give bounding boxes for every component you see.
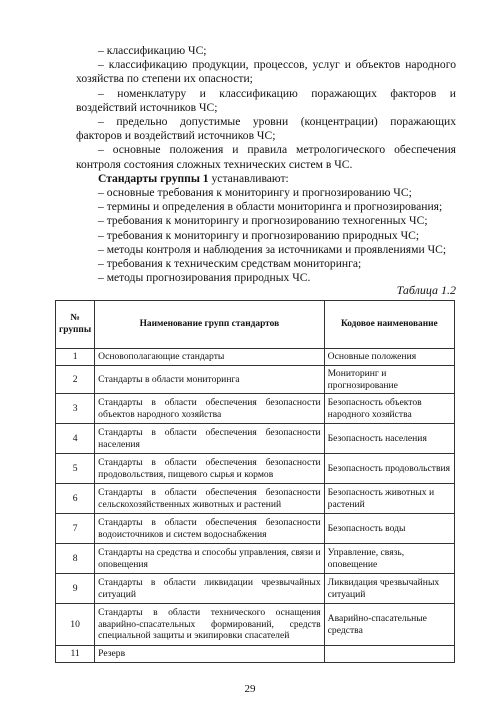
paragraph: – предельно допустимые уровни (концентрации) поражающих факторов и воздействий источников ЧС; [76, 115, 456, 143]
table-row [56, 484, 455, 514]
list-item: – требования к мониторингу и прогнозированию природных ЧС; [98, 228, 420, 242]
row-name: Резерв [95, 646, 324, 663]
row-number: 6 [56, 484, 95, 514]
header-group-name: Наименование групп стандартов [95, 301, 324, 349]
row-name: Стандарты на средства и способы управления, связи и оповещения [95, 544, 324, 574]
row-code [324, 646, 454, 663]
row-code: Мониторинг и прогнозирование [324, 366, 454, 394]
group1-intro-bold: Стандарты группы 1 [98, 171, 209, 185]
table-row [56, 574, 455, 604]
row-name: Стандарты в области мониторинга [95, 366, 324, 394]
table-row [56, 604, 455, 646]
page-number: 29 [244, 683, 256, 695]
paragraph: – классификацию ЧС; [98, 44, 207, 57]
row-code: Управление, связь, оповещение [324, 544, 454, 574]
group1-intro [76, 172, 456, 186]
row-number: 3 [56, 394, 95, 424]
paragraph: – классификацию продукции, процессов, услуг и объектов народного хозяйства по степени их опасности; [76, 58, 456, 86]
row-name: Стандарты в области обеспечения безопасности объектов народного хозяйства [95, 394, 324, 424]
table-row [56, 424, 455, 454]
body-text [76, 44, 456, 285]
row-number: 9 [56, 574, 95, 604]
row-name: Стандарты в области ликвидации чрезвычайных ситуаций [95, 574, 324, 604]
row-code: Основные положения [324, 349, 454, 366]
row-code: Безопасность продовольствия [324, 454, 454, 484]
paragraph: – основные положения и правила метрологического обеспечения контроля состояния сложных технических систем в ЧС. [76, 143, 456, 171]
list-item: – методы контроля и наблюдения за источниками и проявлениями ЧС; [98, 242, 447, 256]
row-number: 7 [56, 514, 95, 544]
table-row [56, 646, 455, 663]
standards-table [55, 300, 455, 663]
paragraph: – номенклатуру и классификацию поражающих факторов и воздействий источников ЧС; [76, 86, 456, 114]
header-code-name: Кодовое наименование [324, 301, 454, 349]
row-number: 5 [56, 454, 95, 484]
header-group-number: № группы [56, 301, 95, 349]
list-item: – требования к мониторингу и прогнозированию техногенных ЧС; [98, 214, 428, 228]
row-number: 10 [56, 604, 95, 646]
row-number: 2 [56, 366, 95, 394]
row-number: 4 [56, 424, 95, 454]
list-item: – методы прогнозирования природных ЧС. [98, 271, 311, 285]
table-caption: Таблица 1.2 [396, 283, 456, 297]
list-item: – основные требования к мониторингу и прогнозированию ЧС; [98, 186, 412, 200]
row-name: Стандарты в области обеспечения безопасности сельскохозяйственных животных и растений [95, 484, 324, 514]
list-item: – термины и определения в области мониторинга и прогнозирования; [98, 200, 443, 214]
row-name: Стандарты в области технического оснащения аварийно-спасательных формирований, средств специальной защиты и экипировки спасателей [95, 604, 324, 646]
table-row [56, 514, 455, 544]
table-row [56, 544, 455, 574]
row-name: Стандарты в области обеспечения безопасности водоисточников и систем водоснабжения [95, 514, 324, 544]
row-code: Безопасность животных и растений [324, 484, 454, 514]
row-name: Стандарты в области обеспечения безопасности продовольствия, пищевого сырья и кормов [95, 454, 324, 484]
table-row [56, 349, 455, 366]
group1-intro-rest: устанавливают: [208, 171, 289, 185]
row-code: Ликвидация чрезвычайных ситуаций [324, 574, 454, 604]
row-code: Безопасность населения [324, 424, 454, 454]
list-item: – требования к техническим средствам мониторинга; [98, 257, 362, 271]
row-number: 8 [56, 544, 95, 574]
row-number: 1 [56, 349, 95, 366]
table-row [56, 394, 455, 424]
table-row [56, 454, 455, 484]
row-name: Стандарты в области обеспечения безопасности населения [95, 424, 324, 454]
row-code: Аварийно-спасательные средства [324, 604, 454, 646]
row-number: 11 [56, 646, 95, 663]
table-header-row [56, 301, 455, 349]
row-name: Основополагающие стандарты [95, 349, 324, 366]
row-code: Безопасность воды [324, 514, 454, 544]
row-code: Безопасность объектов народного хозяйства [324, 394, 454, 424]
table-row [56, 366, 455, 394]
